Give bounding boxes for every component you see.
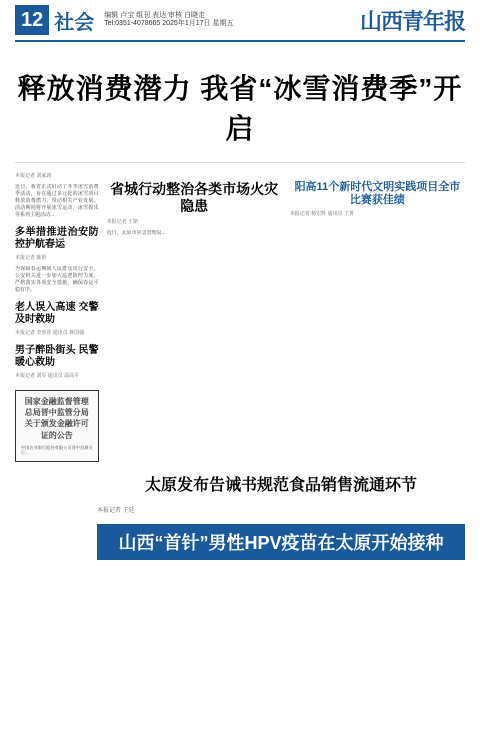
header-metadata: 编辑 卢宝 组刊 表达 审核 白晓走 Tel:0351-4078665 2025年1月17日 星期五 [104,11,234,27]
legal-notice-box: 国家金融监督管理总局晋中监管分局关于颁发金融许可证的公告 中国农业银行股份有限公司晋中昌源支行... [15,390,99,462]
hpv-headline: 山西“首针”男性HPV疫苗在太原开始接种 [97,524,465,560]
column-center: 省城行动整治各类市场火灾隐患 本报记者 王铭 近日，太原市应急管理局... [106,181,279,236]
newspaper-logo: 山西青年报 [359,8,465,34]
release-section: 太原发布告诫书规范食品销售流通环节 本报记者 王廷 山西“首针”男性HPV疫苗在太原开始接种 [97,472,465,560]
article-title: 多举措推进治安防控护航春运 [15,227,99,250]
section-title: 社会 [54,11,95,34]
main-headline: 释放消费潜力 我省“冰雪消费季”开启 [17,73,463,144]
page-number: 12 [15,5,49,35]
content-grid [15,173,465,462]
article-title: 男子醉卧街头 民警暖心救助 [15,345,99,368]
column-1: 本报记者 刘家涛 近日，我省正式启动了冬季冰雪消费季活动，旨在通过多元化的冰雪项目释放消费潜力，带动相关产业发展。活动期间将开展冰雪运动、冰雪娱乐等系列主题活动... 多举措推进治安防控护航春运 本报记者 陈彤 为保障春运期间人民群众出行安全，公安机关进一步加大巡逻防控力度，严格落实各项安全措施，确保春运平稳有序。 老人误入高速 交警及时救助 本报记者 李莎莎 通讯员 蒋国强 男子醉卧街头 民警暖心救助 本报记者 刘军 通讯员 温高平 国家金融监督管理总局晋中监管分局关于颁发金融许可证的公告 中国农业银行股份有限公司晋中昌源支行... [15,173,99,462]
column-right: 阳高11个新时代文明实践项目全市比赛获佳绩 本报记者 杨宏辉 通讯员 王菁 [289,181,461,218]
article-title: 老人误入高速 交警及时救助 [15,302,99,325]
header [15,0,465,42]
main-headline-area [15,42,465,163]
